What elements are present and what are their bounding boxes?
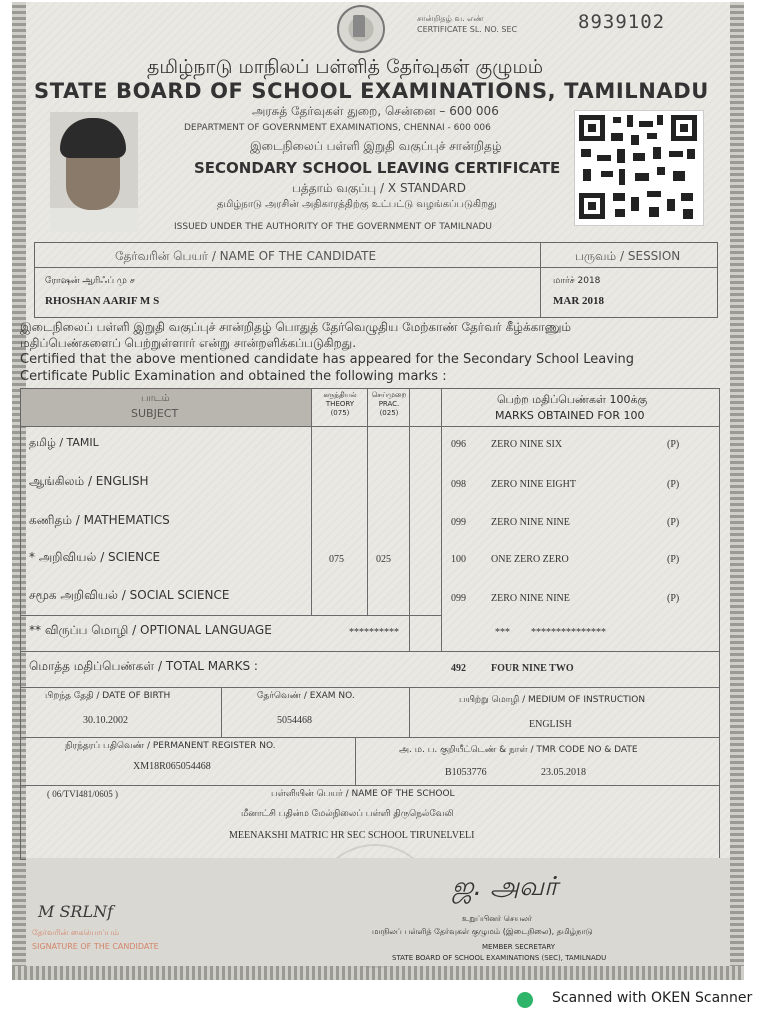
secretary-board: STATE BOARD OF SCHOOL EXAMINATIONS (SEC), TAMILNADU — [392, 954, 607, 962]
school-code: ( 06/TVI481/0605 ) — [47, 789, 118, 799]
session-header: பருவம் / SESSION — [575, 249, 681, 263]
subject-header: SUBJECT — [131, 407, 179, 420]
candidate-signature-label-tamil: தேர்வரின் கையொப்பம் — [32, 928, 120, 937]
mark-row-4: 100 — [451, 554, 466, 565]
session-value: MAR 2018 — [553, 295, 605, 307]
medium-value: ENGLISH — [529, 719, 572, 730]
subject-row-4: * அறிவியல் / SCIENCE — [29, 550, 161, 564]
certificate-title: SECONDARY SCHOOL LEAVING CERTIFICATE — [194, 159, 561, 177]
serial-label-english: CERTIFICATE SL. NO. SEC — [417, 25, 518, 34]
total-marks-words: FOUR NINE TWO — [491, 663, 574, 674]
candidate-photo — [50, 112, 138, 232]
secretary-title: MEMBER SECRETARY — [482, 943, 556, 951]
candidate-name-header: தேர்வரின் பெயர் / NAME OF THE CANDIDATE — [115, 249, 377, 263]
candidate-name: RHOSHAN AARIF M S — [45, 295, 160, 307]
scanner-watermark: Scanned with OKEN Scanner — [552, 990, 753, 1006]
secretary-board-tamil: மாநிலப் பள்ளித் தேர்வுகள் குழுமம் (இடைநிலை), தமிழ்நாடு — [372, 927, 593, 936]
session-tamil: மார்ச் 2018 — [553, 276, 601, 286]
total-marks-label: மொத்த மதிப்பெண்கள் / TOTAL MARKS : — [29, 659, 258, 673]
words-row-2: ZERO NINE EIGHT — [491, 479, 576, 490]
secretary-signature: ஜ. அவர் — [452, 872, 558, 902]
board-name-tamil: தமிழ்நாடு மாநிலப் பள்ளித் தேர்வுகள் குழுமம் — [147, 56, 544, 78]
school-label: பள்ளியின் பெயர் / NAME OF THE SCHOOL — [271, 789, 455, 799]
bottom-border — [12, 966, 744, 980]
certificate-title-tamil: இடைநிலைப் பள்ளி இறுதி வகுப்புச் சான்றிதழ் — [250, 139, 502, 153]
medium-label: பயிற்று மொழி / MEDIUM OF INSTRUCTION — [459, 695, 646, 705]
dob-label: பிறந்த தேதி / DATE OF BIRTH — [45, 691, 171, 701]
subject-row-6: ** விருப்ப மொழி / OPTIONAL LANGUAGE — [29, 623, 272, 637]
subject-row-1: தமிழ் / TAMIL — [29, 436, 99, 449]
words-row-6: *************** — [531, 627, 606, 638]
certified-english-line-1: Certified that the above mentioned candidate has appeared for the Secondary School Leaving — [20, 352, 635, 367]
result-row-5: (P) — [667, 593, 680, 604]
mark-row-2: 098 — [451, 479, 466, 490]
right-border — [730, 2, 744, 980]
standard-label: பத்தாம் வகுப்பு / X STANDARD — [292, 181, 466, 195]
certified-english-line-2: Certificate Public Examination and obtained the following marks : — [20, 369, 447, 384]
exam-no-label: தேர்வெண் / EXAM NO. — [257, 691, 355, 701]
department-name: DEPARTMENT OF GOVERNMENT EXAMINATIONS, CHENNAI - 600 006 — [184, 123, 491, 133]
subject-row-5: சமூக அறிவியல் / SOCIAL SCIENCE — [29, 588, 230, 602]
result-row-3: (P) — [667, 517, 680, 528]
subject-row-3: கணிதம் / MATHEMATICS — [29, 513, 170, 527]
marks-header-tamil: பெற்ற மதிப்பெண்கள் 100க்கு — [497, 393, 648, 406]
theory-header: கருத்தியல் THEORY (075) — [323, 391, 357, 417]
certificate-paper — [12, 2, 744, 980]
certified-tamil-line-2: மதிப்பெண்களைப் பெற்றுள்ளார் என்று சான்றளிக்கப்படுகிறது. — [20, 336, 357, 350]
mark-row-1: 096 — [451, 439, 466, 450]
mark-row-5: 099 — [451, 593, 466, 604]
dob-value: 30.10.2002 — [83, 715, 128, 726]
serial-number: 8939102 — [578, 11, 666, 33]
prac-header: செய்முறை PRAC. (025) — [371, 391, 407, 417]
theory-row-4: 075 — [329, 554, 344, 565]
state-emblem-icon — [337, 5, 385, 53]
words-row-5: ZERO NINE NINE — [491, 593, 570, 604]
register-no-value: XM18R065054468 — [133, 761, 211, 772]
candidate-name-tamil: ரோஷன் ஆரிஃப் மு ச — [45, 276, 135, 286]
prac-row-4: 025 — [376, 554, 391, 565]
words-row-1: ZERO NINE SIX — [491, 439, 563, 450]
total-marks: 492 — [451, 663, 466, 674]
candidate-signature-label: SIGNATURE OF THE CANDIDATE — [32, 942, 159, 951]
certified-tamil-line-1: இடைநிலைப் பள்ளி இறுதி வகுப்புச் சான்றிதழ் பொதுத் தேர்வெழுதிய மேற்காண் தேர்வர் கீழ்க்காணும் — [20, 320, 572, 334]
authority-statement: ISSUED UNDER THE AUTHORITY OF THE GOVERNMENT OF TAMILNADU — [174, 222, 492, 232]
department-tamil: அரசுத் தேர்வுகள் துறை, சென்னை – 600 006 — [252, 104, 499, 118]
result-row-4: (P) — [667, 554, 680, 565]
result-row-1: (P) — [667, 439, 680, 450]
secretary-title-tamil: உறுப்பினர் செயலர் — [462, 914, 533, 923]
tmr-label: அ. ம. ப. குறியீட்டெண் & நாள் / TMR CODE NO & DATE — [399, 745, 638, 755]
tmr-date: 23.05.2018 — [541, 767, 586, 778]
words-row-4: ONE ZERO ZERO — [491, 554, 569, 565]
register-no-label: நிரந்தரப் பதிவெண் / PERMANENT REGISTER NO. — [65, 741, 276, 751]
school-name: MEENAKSHI MATRIC HR SEC SCHOOL TIRUNELVELI — [229, 830, 475, 841]
mark-row-3: 099 — [451, 517, 466, 528]
mark-row-6: *** — [495, 627, 510, 638]
theory-row-6: ********** — [349, 627, 399, 638]
marks-header: MARKS OBTAINED FOR 100 — [495, 409, 645, 422]
candidate-signature: M SRLNf — [38, 902, 114, 921]
subject-header-tamil: பாடம் — [141, 393, 170, 404]
serial-label-tamil: சான்றிதழ் வ. எண் — [417, 14, 484, 23]
tmr-code: B1053776 — [445, 767, 487, 778]
scanner-logo-icon — [517, 992, 533, 1008]
authority-tamil: தமிழ்நாடு அரசின் அதிகாரத்திற்கு உட்பட்டு வழங்கப்படுகிறது — [217, 199, 497, 210]
result-row-2: (P) — [667, 479, 680, 490]
school-name-tamil: மீனாட்சி பதின்ம மேல்நிலைப் பள்ளி திருநெல்வேலி — [241, 809, 454, 819]
subject-row-2: ஆங்கிலம் / ENGLISH — [29, 474, 149, 488]
exam-no-value: 5054468 — [277, 715, 312, 726]
candidate-box — [34, 242, 718, 318]
serial-label — [417, 13, 517, 35]
words-row-3: ZERO NINE NINE — [491, 517, 570, 528]
marks-table — [20, 388, 720, 860]
board-name: STATE BOARD OF SCHOOL EXAMINATIONS, TAMILNADU — [34, 79, 709, 103]
qr-code-icon — [574, 110, 704, 226]
